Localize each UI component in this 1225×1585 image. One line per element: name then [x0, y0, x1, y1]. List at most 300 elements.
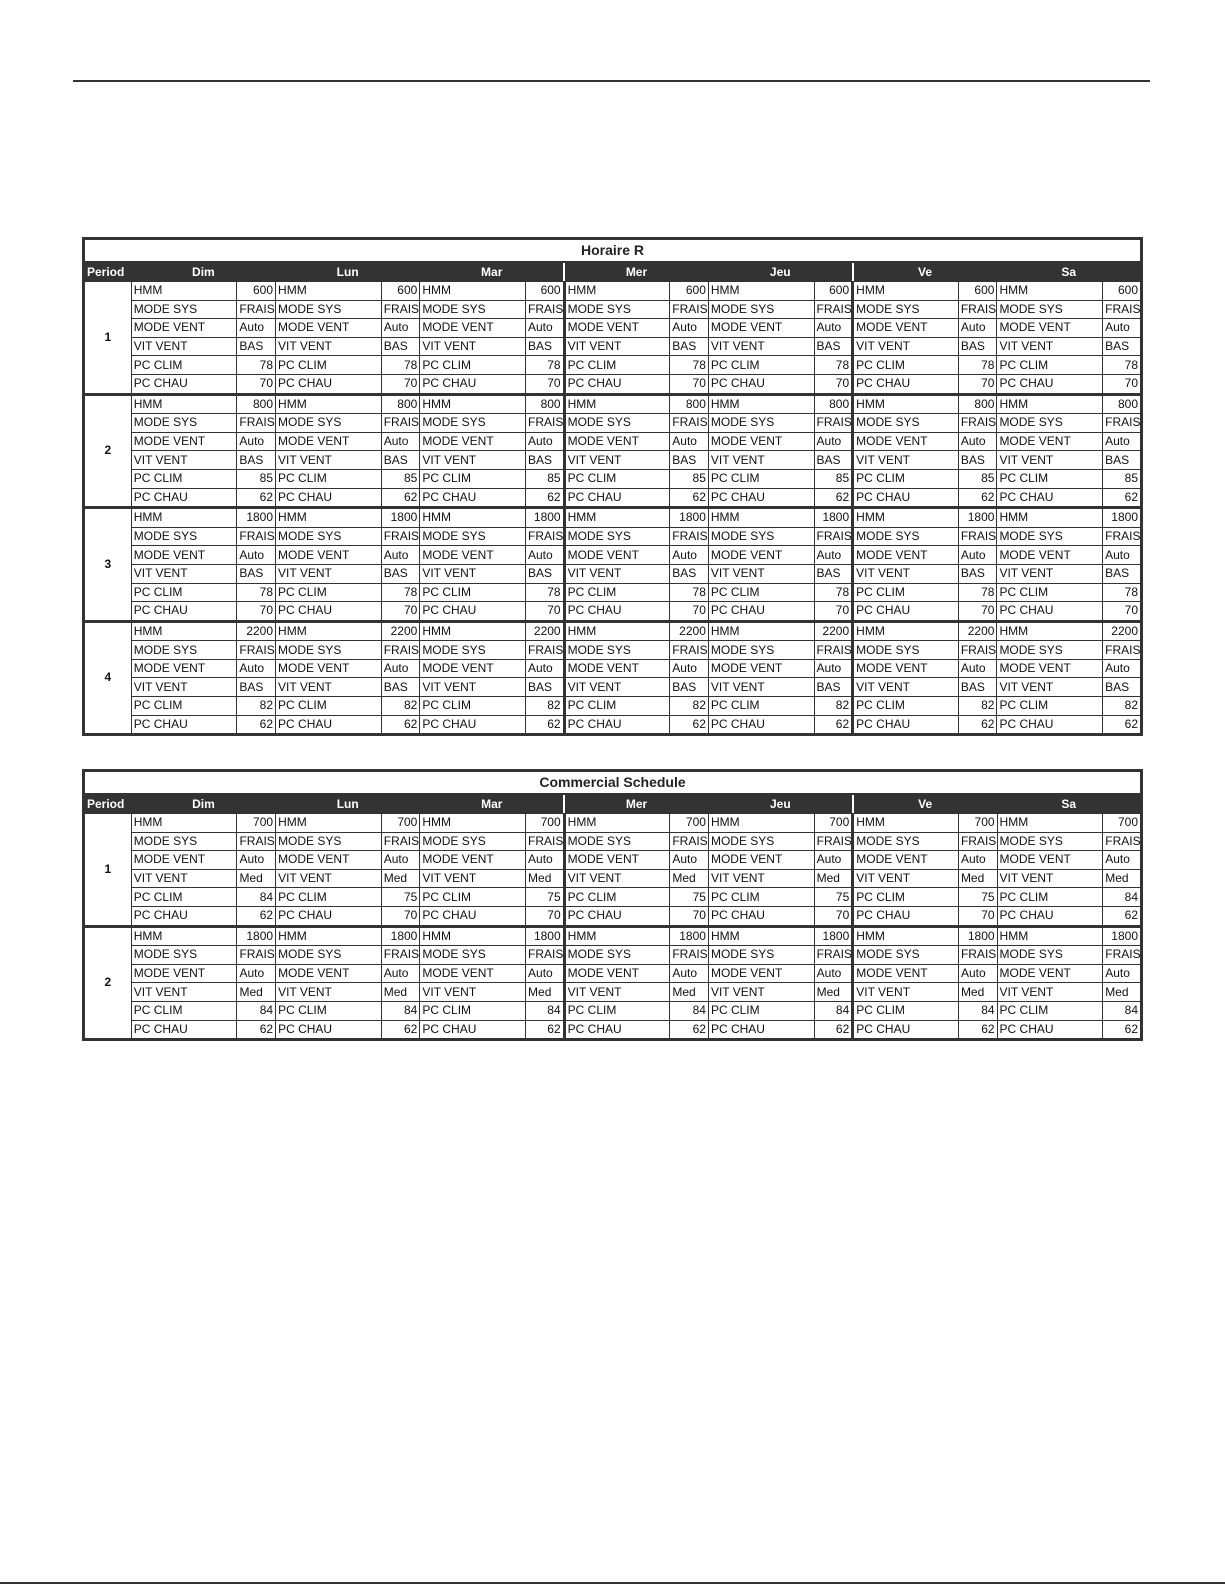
setting-value: FRAIS	[381, 641, 420, 660]
setting-label: PC CHAU	[131, 374, 237, 394]
setting-label: VIT VENT	[997, 564, 1103, 583]
setting-value: FRAIS	[1103, 414, 1142, 433]
setting-value: 700	[237, 814, 276, 833]
setting-value: Auto	[237, 659, 276, 678]
setting-label: VIT VENT	[564, 564, 670, 583]
setting-label: HMM	[997, 814, 1103, 833]
setting-label: MODE VENT	[420, 319, 526, 338]
setting-label: VIT VENT	[131, 564, 237, 583]
setting-label: HMM	[708, 621, 814, 641]
table-row	[84, 564, 1142, 583]
setting-value: FRAIS	[381, 832, 420, 851]
day-header: Mar	[420, 794, 564, 814]
setting-value: 62	[670, 488, 709, 508]
setting-value: Auto	[1103, 319, 1142, 338]
setting-value: FRAIS	[381, 300, 420, 319]
day-header: Sa	[997, 794, 1141, 814]
setting-value: 1800	[670, 926, 709, 946]
setting-label: PC CLIM	[564, 356, 670, 375]
setting-label: MODE VENT	[853, 546, 959, 565]
setting-label: PC CLIM	[276, 356, 382, 375]
setting-label: VIT VENT	[276, 983, 382, 1002]
setting-label: PC CLIM	[276, 469, 382, 488]
table-row	[84, 337, 1142, 356]
setting-label: PC CLIM	[276, 583, 382, 602]
table-row	[84, 659, 1142, 678]
setting-value: 84	[958, 1001, 997, 1020]
setting-label: VIT VENT	[420, 678, 526, 697]
setting-label: PC CLIM	[276, 697, 382, 716]
setting-value: Auto	[1103, 546, 1142, 565]
setting-value: 85	[1103, 469, 1142, 488]
period-header: Period	[84, 794, 132, 814]
setting-value: 62	[381, 715, 420, 735]
setting-label: HMM	[276, 926, 382, 946]
setting-label: PC CHAU	[708, 602, 814, 622]
setting-label: MODE SYS	[131, 527, 237, 546]
setting-label: MODE SYS	[997, 414, 1103, 433]
setting-label: VIT VENT	[131, 869, 237, 888]
setting-value: 84	[237, 888, 276, 907]
setting-label: HMM	[853, 282, 959, 301]
setting-value: 1800	[526, 926, 565, 946]
setting-value: Auto	[814, 319, 853, 338]
setting-label: MODE SYS	[420, 527, 526, 546]
setting-value: BAS	[1103, 564, 1142, 583]
setting-label: MODE VENT	[131, 964, 237, 983]
setting-value: FRAIS	[381, 527, 420, 546]
setting-value: FRAIS	[958, 414, 997, 433]
day-header: Dim	[131, 794, 275, 814]
setting-label: MODE SYS	[708, 832, 814, 851]
setting-label: MODE SYS	[564, 300, 670, 319]
setting-value: 62	[237, 906, 276, 926]
day-header: Dim	[131, 262, 275, 282]
setting-label: HMM	[564, 926, 670, 946]
setting-label: VIT VENT	[420, 337, 526, 356]
setting-label: MODE VENT	[853, 851, 959, 870]
table-row	[84, 715, 1142, 735]
setting-label: MODE VENT	[997, 964, 1103, 983]
setting-label: PC CLIM	[708, 888, 814, 907]
setting-label: VIT VENT	[853, 869, 959, 888]
setting-label: PC CHAU	[276, 906, 382, 926]
setting-value: 600	[814, 282, 853, 301]
setting-value: Med	[814, 869, 853, 888]
setting-label: MODE SYS	[997, 300, 1103, 319]
setting-label: HMM	[997, 394, 1103, 414]
setting-label: PC CLIM	[564, 1001, 670, 1020]
setting-label: MODE VENT	[420, 432, 526, 451]
setting-value: 78	[1103, 356, 1142, 375]
setting-label: PC CLIM	[564, 697, 670, 716]
setting-label: VIT VENT	[708, 564, 814, 583]
setting-value: 70	[381, 602, 420, 622]
setting-value: 2200	[237, 621, 276, 641]
table-row	[84, 832, 1142, 851]
setting-value: FRAIS	[237, 300, 276, 319]
table-row	[84, 282, 1142, 301]
table-row	[84, 641, 1142, 660]
setting-label: PC CLIM	[997, 888, 1103, 907]
setting-value: Med	[814, 983, 853, 1002]
setting-label: HMM	[997, 621, 1103, 641]
setting-label: VIT VENT	[997, 337, 1103, 356]
setting-label: VIT VENT	[420, 869, 526, 888]
setting-label: PC CLIM	[708, 697, 814, 716]
setting-label: PC CLIM	[420, 697, 526, 716]
day-header: Mer	[564, 262, 708, 282]
setting-value: Auto	[1103, 851, 1142, 870]
setting-label: HMM	[276, 508, 382, 528]
setting-label: PC CLIM	[853, 356, 959, 375]
setting-value: 1800	[1103, 926, 1142, 946]
setting-label: PC CHAU	[708, 374, 814, 394]
setting-value: 85	[670, 469, 709, 488]
setting-value: 75	[670, 888, 709, 907]
setting-label: PC CHAU	[564, 374, 670, 394]
table-row	[84, 356, 1142, 375]
setting-label: PC CHAU	[276, 488, 382, 508]
setting-label: HMM	[276, 621, 382, 641]
setting-label: PC CLIM	[131, 1001, 237, 1020]
setting-label: HMM	[131, 926, 237, 946]
setting-label: MODE SYS	[708, 414, 814, 433]
setting-value: FRAIS	[670, 527, 709, 546]
setting-label: PC CHAU	[420, 374, 526, 394]
setting-value: 70	[670, 374, 709, 394]
setting-label: PC CHAU	[276, 602, 382, 622]
setting-value: 82	[381, 697, 420, 716]
setting-label: MODE SYS	[708, 946, 814, 965]
setting-label: MODE SYS	[276, 832, 382, 851]
setting-value: Med	[381, 983, 420, 1002]
setting-value: 70	[237, 602, 276, 622]
setting-label: PC CLIM	[853, 1001, 959, 1020]
setting-value: Auto	[526, 964, 565, 983]
setting-value: BAS	[525, 451, 564, 470]
setting-label: VIT VENT	[276, 337, 382, 356]
setting-label: PC CLIM	[276, 1001, 382, 1020]
setting-value: 1800	[237, 926, 276, 946]
setting-value: 62	[525, 715, 564, 735]
table-row	[84, 374, 1142, 394]
setting-value: FRAIS	[670, 641, 709, 660]
setting-label: VIT VENT	[276, 678, 382, 697]
setting-label: PC CHAU	[420, 1020, 526, 1040]
setting-label: PC CHAU	[564, 715, 670, 735]
table-row	[84, 851, 1142, 870]
setting-label: MODE VENT	[997, 851, 1103, 870]
setting-label: VIT VENT	[564, 678, 670, 697]
setting-value: BAS	[814, 451, 853, 470]
table-row	[84, 888, 1142, 907]
setting-value: 78	[525, 356, 564, 375]
setting-value: Auto	[958, 851, 997, 870]
period-number: 3	[84, 508, 132, 622]
setting-label: MODE VENT	[997, 546, 1103, 565]
setting-label: MODE SYS	[853, 300, 959, 319]
setting-label: PC CHAU	[708, 906, 814, 926]
setting-value: FRAIS	[814, 946, 853, 965]
setting-label: HMM	[853, 814, 959, 833]
setting-label: HMM	[853, 508, 959, 528]
setting-value: FRAIS	[237, 414, 276, 433]
setting-value: 70	[958, 374, 997, 394]
setting-label: PC CHAU	[276, 715, 382, 735]
setting-label: PC CLIM	[420, 583, 526, 602]
setting-value: FRAIS	[814, 832, 853, 851]
setting-label: MODE VENT	[420, 659, 526, 678]
setting-label: PC CLIM	[420, 888, 526, 907]
setting-value: 62	[1103, 906, 1142, 926]
setting-label: VIT VENT	[708, 869, 814, 888]
setting-value: Auto	[525, 546, 564, 565]
setting-label: VIT VENT	[853, 337, 959, 356]
setting-value: 70	[670, 602, 709, 622]
setting-label: PC CLIM	[276, 888, 382, 907]
setting-value: 2200	[814, 621, 853, 641]
setting-label: PC CLIM	[131, 888, 237, 907]
setting-label: PC CHAU	[131, 906, 237, 926]
setting-value: Med	[958, 983, 997, 1002]
setting-value: 62	[958, 1020, 997, 1040]
setting-value: Med	[1103, 869, 1142, 888]
day-header: Lun	[276, 794, 420, 814]
setting-label: MODE SYS	[997, 832, 1103, 851]
setting-value: 78	[237, 356, 276, 375]
setting-label: VIT VENT	[131, 451, 237, 470]
setting-label: PC CHAU	[564, 1020, 670, 1040]
setting-label: PC CHAU	[997, 1020, 1103, 1040]
setting-label: PC CLIM	[708, 1001, 814, 1020]
setting-label: MODE SYS	[708, 641, 814, 660]
table-row	[84, 869, 1142, 888]
table-title: Horaire R	[84, 239, 1142, 263]
setting-value: 70	[814, 602, 853, 622]
setting-label: MODE SYS	[131, 414, 237, 433]
setting-value: Auto	[670, 546, 709, 565]
setting-label: MODE VENT	[131, 432, 237, 451]
setting-label: HMM	[276, 282, 382, 301]
setting-value: Auto	[814, 546, 853, 565]
setting-label: PC CHAU	[997, 488, 1103, 508]
setting-label: HMM	[420, 814, 526, 833]
setting-value: 62	[1103, 1020, 1142, 1040]
setting-label: VIT VENT	[131, 337, 237, 356]
setting-label: HMM	[131, 282, 237, 301]
setting-label: HMM	[997, 508, 1103, 528]
setting-label: MODE VENT	[997, 659, 1103, 678]
setting-label: PC CHAU	[420, 488, 526, 508]
setting-value: 75	[814, 888, 853, 907]
setting-label: MODE VENT	[564, 319, 670, 338]
setting-value: 600	[958, 282, 997, 301]
table-row	[84, 983, 1142, 1002]
setting-value: Auto	[237, 319, 276, 338]
table-row	[84, 432, 1142, 451]
setting-label: HMM	[564, 814, 670, 833]
setting-value: FRAIS	[958, 832, 997, 851]
table-row	[84, 488, 1142, 508]
setting-value: 600	[670, 282, 709, 301]
day-header: Jeu	[708, 794, 852, 814]
setting-value: FRAIS	[670, 300, 709, 319]
setting-value: 600	[1103, 282, 1142, 301]
setting-value: 84	[526, 1001, 565, 1020]
setting-value: Auto	[1103, 659, 1142, 678]
setting-label: MODE VENT	[853, 432, 959, 451]
setting-value: 700	[670, 814, 709, 833]
setting-value: Auto	[237, 851, 276, 870]
setting-label: PC CLIM	[997, 356, 1103, 375]
setting-value: Med	[526, 983, 565, 1002]
setting-label: HMM	[420, 282, 526, 301]
setting-value: 78	[381, 583, 420, 602]
setting-label: HMM	[708, 282, 814, 301]
setting-label: MODE VENT	[708, 851, 814, 870]
setting-label: HMM	[276, 814, 382, 833]
setting-label: MODE SYS	[853, 946, 959, 965]
bottom-rule	[0, 1582, 1225, 1584]
top-rule	[73, 80, 1150, 82]
setting-value: 1800	[381, 926, 420, 946]
setting-value: FRAIS	[525, 300, 564, 319]
setting-label: MODE VENT	[853, 964, 959, 983]
setting-label: VIT VENT	[564, 451, 670, 470]
setting-value: FRAIS	[526, 832, 565, 851]
setting-label: PC CHAU	[564, 602, 670, 622]
setting-label: MODE SYS	[131, 300, 237, 319]
setting-value: 82	[814, 697, 853, 716]
setting-label: VIT VENT	[131, 983, 237, 1002]
setting-label: MODE SYS	[853, 641, 959, 660]
setting-label: PC CLIM	[564, 888, 670, 907]
setting-value: Auto	[958, 546, 997, 565]
setting-label: PC CLIM	[997, 469, 1103, 488]
setting-label: PC CHAU	[853, 1020, 959, 1040]
setting-label: MODE VENT	[131, 851, 237, 870]
setting-value: 62	[381, 488, 420, 508]
setting-value: 70	[1103, 602, 1142, 622]
setting-label: HMM	[420, 926, 526, 946]
setting-value: 75	[381, 888, 420, 907]
setting-value: Auto	[237, 546, 276, 565]
setting-value: 1800	[237, 508, 276, 528]
setting-value: 85	[525, 469, 564, 488]
setting-value: BAS	[381, 451, 420, 470]
setting-value: 78	[958, 583, 997, 602]
setting-value: BAS	[525, 564, 564, 583]
setting-label: MODE VENT	[564, 851, 670, 870]
setting-label: VIT VENT	[276, 564, 382, 583]
setting-label: MODE VENT	[564, 432, 670, 451]
setting-value: 82	[525, 697, 564, 716]
setting-value: 2200	[525, 621, 564, 641]
setting-label: MODE VENT	[276, 964, 382, 983]
setting-value: 70	[814, 374, 853, 394]
setting-value: 62	[1103, 715, 1142, 735]
table-row	[84, 602, 1142, 622]
setting-label: PC CHAU	[708, 488, 814, 508]
setting-value: FRAIS	[381, 946, 420, 965]
setting-label: VIT VENT	[997, 869, 1103, 888]
setting-label: HMM	[564, 394, 670, 414]
setting-label: MODE SYS	[997, 527, 1103, 546]
day-header: Sa	[997, 262, 1142, 282]
setting-value: FRAIS	[381, 414, 420, 433]
setting-label: MODE SYS	[276, 414, 382, 433]
setting-value: 78	[1103, 583, 1142, 602]
setting-label: VIT VENT	[997, 678, 1103, 697]
setting-label: VIT VENT	[564, 869, 670, 888]
setting-value: 2200	[1103, 621, 1142, 641]
setting-label: PC CLIM	[853, 697, 959, 716]
setting-value: FRAIS	[1103, 641, 1142, 660]
setting-label: MODE SYS	[420, 300, 526, 319]
setting-label: MODE VENT	[131, 659, 237, 678]
setting-label: VIT VENT	[564, 337, 670, 356]
setting-label: PC CHAU	[997, 374, 1103, 394]
setting-value: 62	[670, 715, 709, 735]
setting-label: VIT VENT	[997, 451, 1103, 470]
setting-value: 78	[814, 356, 853, 375]
setting-label: MODE VENT	[708, 319, 814, 338]
setting-value: Auto	[381, 964, 420, 983]
setting-label: MODE SYS	[276, 300, 382, 319]
setting-label: PC CLIM	[564, 583, 670, 602]
setting-value: Auto	[814, 851, 853, 870]
setting-value: 62	[381, 1020, 420, 1040]
setting-label: MODE VENT	[276, 546, 382, 565]
setting-label: PC CHAU	[564, 906, 670, 926]
period-number: 2	[84, 394, 132, 508]
setting-label: VIT VENT	[131, 678, 237, 697]
setting-value: BAS	[958, 564, 997, 583]
setting-label: HMM	[420, 508, 526, 528]
period-number: 1	[84, 814, 132, 927]
setting-value: Med	[237, 983, 276, 1002]
setting-label: MODE SYS	[420, 832, 526, 851]
setting-label: PC CHAU	[276, 1020, 382, 1040]
setting-value: Auto	[525, 432, 564, 451]
setting-label: HMM	[853, 621, 959, 641]
setting-value: Med	[670, 869, 709, 888]
setting-value: FRAIS	[814, 527, 853, 546]
setting-value: Auto	[237, 432, 276, 451]
setting-value: 70	[958, 906, 997, 926]
setting-label: PC CHAU	[853, 715, 959, 735]
setting-label: MODE VENT	[564, 659, 670, 678]
setting-value: 75	[526, 888, 565, 907]
day-header: Mar	[420, 262, 564, 282]
setting-label: HMM	[131, 621, 237, 641]
schedule-table-commercial	[82, 769, 1143, 1041]
setting-label: MODE SYS	[853, 832, 959, 851]
setting-value: FRAIS	[1103, 946, 1142, 965]
setting-value: 62	[958, 488, 997, 508]
setting-value: Med	[381, 869, 420, 888]
setting-value: BAS	[814, 564, 853, 583]
setting-value: Auto	[814, 964, 853, 983]
setting-value: Auto	[670, 319, 709, 338]
setting-label: PC CHAU	[420, 602, 526, 622]
setting-label: VIT VENT	[564, 983, 670, 1002]
setting-label: PC CHAU	[853, 602, 959, 622]
setting-value: 600	[237, 282, 276, 301]
setting-value: 700	[1103, 814, 1142, 833]
setting-label: VIT VENT	[853, 451, 959, 470]
